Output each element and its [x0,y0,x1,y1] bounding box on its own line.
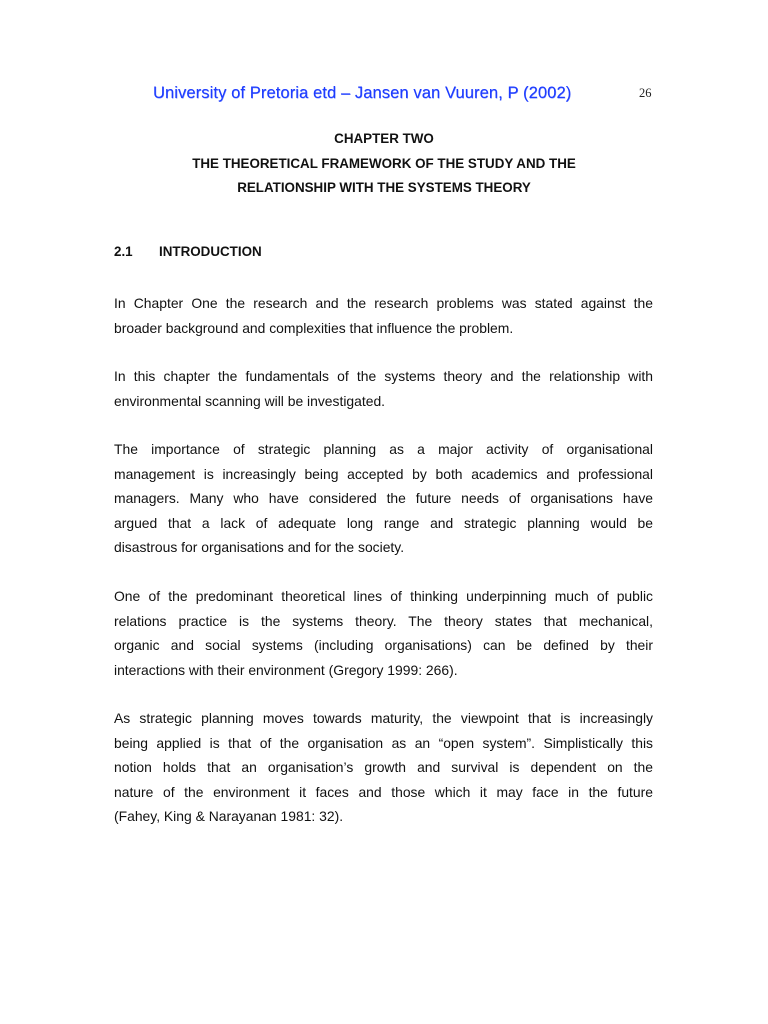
paragraph-line: interactions with their environment (Gregory 1999: 266). [114,661,458,678]
chapter-heading [114,127,654,201]
paragraph-line: (Fahey, King & Narayanan 1981: 32). [114,808,344,824]
paragraph-line: managers. Many who have considered the future needs of organisations have [114,490,653,506]
paragraph-line: In Chapter One the research and the research problems was stated against the [114,295,653,311]
paragraph-line: disastrous for organisations and for the society. [114,539,405,555]
paragraph-line: In this chapter the fundamentals of the systems theory and the relationship with [114,368,653,384]
paragraph-line: broader background and complexities that influence the problem. [114,319,514,336]
chapter-label: CHAPTER TWO [334,131,434,146]
paragraph-line: nature of the environment it faces and those which it may face in the future [114,783,653,800]
paragraph-line: organic and social systems (including organisations) can be defined by their [114,637,653,653]
paragraph-line: The importance of strategic planning as a major activity of organisational [114,441,653,457]
paragraph-1 [114,291,653,340]
section-title: INTRODUCTION [159,244,262,259]
paragraph-line: being applied is that of the organisation as an “open system”. Simplistically this [114,734,653,751]
paragraph-line: argued that a lack of adequate long range and strategic planning would be [114,514,653,531]
section-number: 2.1 [114,244,133,259]
page-number: 26 [639,86,652,100]
paragraph-line: environmental scanning will be investigated. [114,392,386,409]
paragraph-2 [114,364,653,413]
running-header: University of Pretoria etd – Jansen van Vuuren, P (2002) [153,84,572,102]
paragraph-4 [114,584,653,682]
section-heading [114,244,262,259]
paragraph-line: notion holds that an organisation’s growth and survival is dependent on the [114,759,653,775]
paragraph-5 [114,706,653,829]
paragraph-3 [114,437,653,560]
chapter-title-line-1: THE THEORETICAL FRAMEWORK OF THE STUDY AND THE [192,155,576,171]
paragraph-line: One of the predominant theoretical lines of thinking underpinning much of public [114,588,653,604]
paragraph-line: management is increasingly being accepted by both academics and professional [114,465,653,482]
paragraph-line: relations practice is the systems theory. The theory states that mechanical, [114,612,653,629]
paragraph-line: As strategic planning moves towards maturity, the viewpoint that is increasingly [114,710,653,726]
chapter-title-line-2: RELATIONSHIP WITH THE SYSTEMS THEORY [237,180,531,195]
